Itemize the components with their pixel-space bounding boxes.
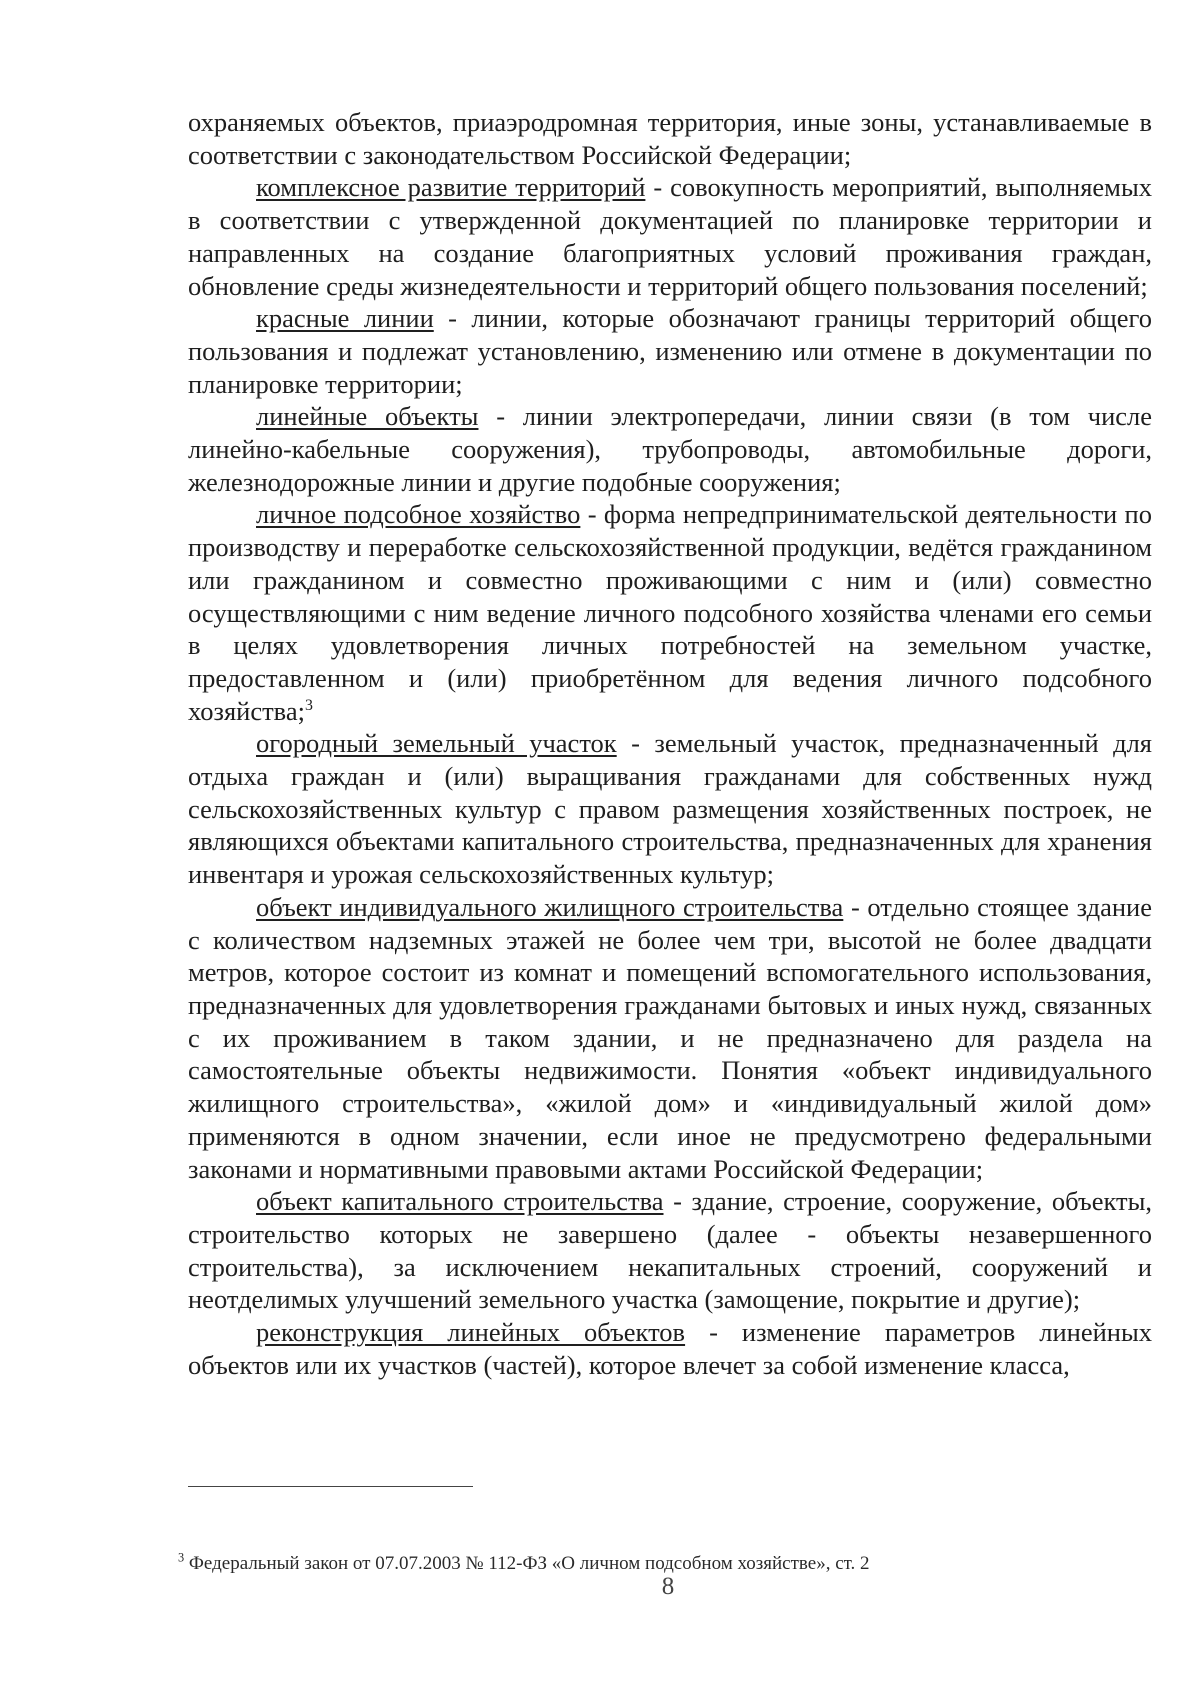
- paragraph-capital-construction: [188, 1185, 1152, 1316]
- term-linear-objects: линейные объекты: [256, 401, 479, 432]
- term-individual-housing: объект индивидуального жилищного строительства: [256, 891, 844, 922]
- paragraph-text: - здание, строение, сооружение, объекты, строительство которых не завершено (далее - объекты незавершенного строительства), за исключением некапитальных строений, сооружений и неотделимых улучшений земельного участка (замощение, покрытие и другие);: [188, 1186, 1153, 1315]
- term-red-lines: красные линии: [256, 303, 434, 334]
- page-number: 8: [661, 1573, 675, 1600]
- paragraph-text: охраняемых объектов, приаэродромная территория, иные зоны, устанавливаемые в соответствии с законодательством Российской Федерации;: [188, 107, 1152, 170]
- paragraph-reconstruction: [188, 1316, 1152, 1381]
- footnote-divider: [188, 1486, 473, 1487]
- term-capital-construction: объект капитального строительства: [256, 1186, 664, 1217]
- term-reconstruction: реконструкция линейных объектов: [256, 1317, 686, 1348]
- paragraph-text: - совокупность мероприятий, выполняемых в соответствии с утвержденной документацией по планировке территории и направленных на создание благоприятных условий проживания граждан, обновление среды жизнедеятельности и территорий общего пользования поселений;: [188, 172, 1152, 301]
- footnote-reference[interactable]: 3: [304, 696, 313, 714]
- footnote: [178, 1550, 870, 1575]
- term-personal-farm: личное подсобное хозяйство: [256, 499, 581, 530]
- paragraph-text: - изменение параметров линейных объектов или их участков (частей), которое влечет за собой изменение класса,: [188, 1317, 1153, 1380]
- paragraph-text: - земельный участок, предназначенный для отдыха граждан и (или) выращивания гражданами для собственных нужд сельскохозяйственных культур с правом размещения хозяйственных построек, не являющихся объектами капитального строительства, предназначенных для хранения инвентаря и урожая сельскохозяйственных культур;: [188, 728, 1153, 890]
- paragraph-personal-farm: [188, 498, 1152, 727]
- paragraph-text: - отдельно стоящее здание с количеством надземных этажей не более чем три, высотой не более двадцати метров, которое состоит из комнат и помещений вспомогательного использования, предназначенных для удовлетворения гражданами бытовых и иных нужд, связанных с их проживанием в таком здании, и не предназначено для раздела на самостоятельные объекты недвижимости. Понятия «объект индивидуального жилищного строительства», «жилой дом» и «индивидуальный жилой дом» применяются в одном значении, если иное не предусмотрено федеральными законами и нормативными правовыми актами Российской Федерации;: [188, 891, 1152, 1184]
- footnote-mark: 3: [178, 1550, 185, 1565]
- paragraph-garden-plot: [188, 727, 1152, 891]
- paragraph-text: - линии электропередачи, линии связи (в том числе линейно-кабельные сооружения), трубопроводы, автомобильные дороги, железнодорожные линии и другие подобные сооружения;: [188, 401, 1152, 497]
- paragraph-red-lines: [188, 302, 1152, 400]
- paragraph-text: - линии, которые обозначают границы территорий общего пользования и подлежат установлению, изменению или отмене в документации по планировке территории;: [188, 303, 1152, 399]
- paragraph-zones: [188, 106, 1152, 171]
- paragraph-text: - форма непредпринимательской деятельности по производству и переработке сельскохозяйственной продукции, ведётся гражданином или гражданином и совместно проживающими с ним и (или) совместно осуществляющими с ним ведение личного подсобного хозяйства членами его семьи в целях удовлетворения личных потребностей на земельном участке, предоставленном и (или) приобретённом для ведения личного подсобного хозяйства;: [188, 499, 1152, 726]
- footnote-text: Федеральный закон от 07.07.2003 № 112-ФЗ «О личном подсобном хозяйстве», ст. 2: [184, 1553, 870, 1574]
- term-complex-development: комплексное развитие территорий: [256, 172, 646, 203]
- body-text: [188, 106, 1152, 1381]
- term-garden-plot: огородный земельный участок: [256, 728, 617, 759]
- paragraph-complex-development: [188, 171, 1152, 302]
- paragraph-linear-objects: [188, 400, 1152, 498]
- paragraph-individual-housing: [188, 891, 1152, 1185]
